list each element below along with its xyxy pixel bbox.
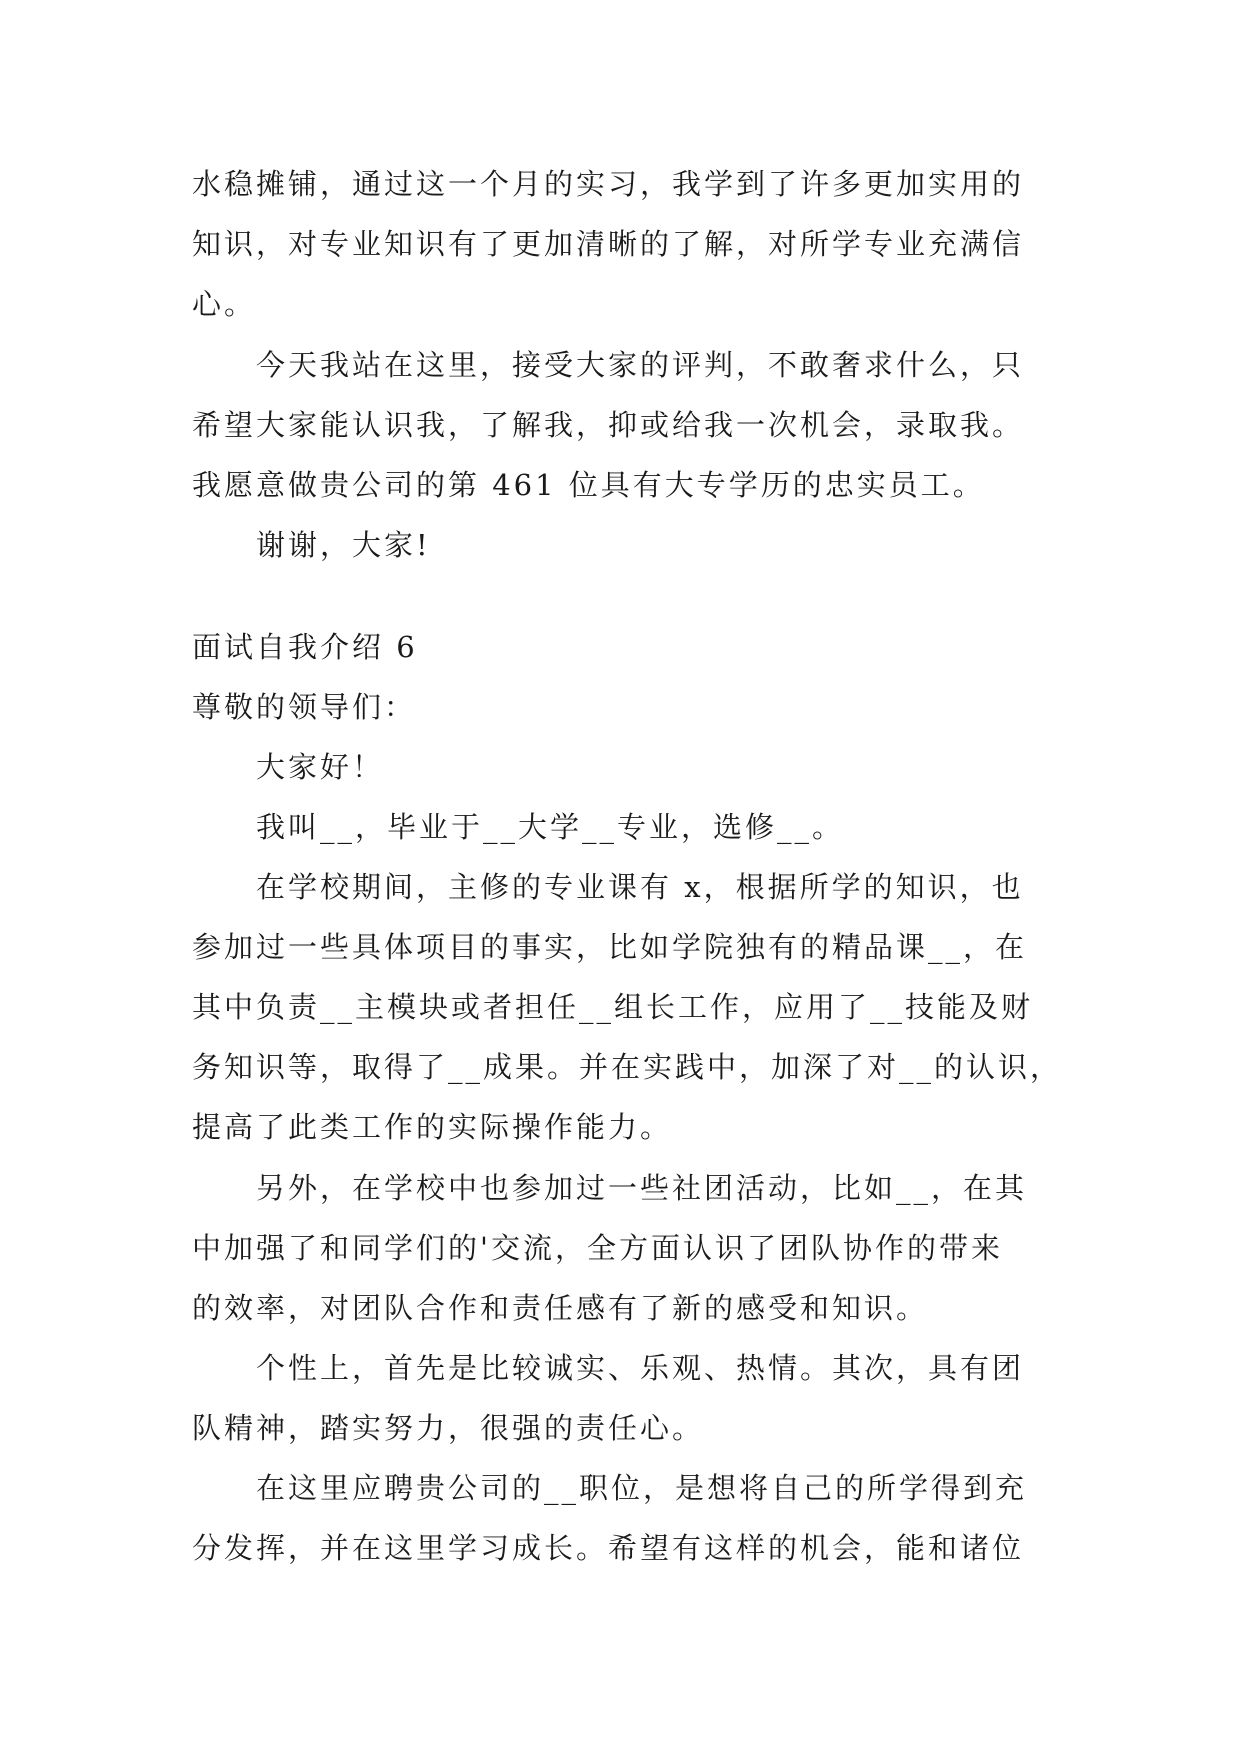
paragraph-line: 分发挥，并在这里学习成长。希望有这样的机会，能和诸位 <box>192 1531 1025 1565</box>
paragraph-line: 心。 <box>192 287 257 321</box>
greeting-line: 大家好！ <box>256 750 385 784</box>
paragraph-line: 其中负责__主模块或者担任__组长工作，应用了__技能及财 <box>192 990 1034 1024</box>
paragraph-line: 提高了此类工作的实际操作能力。 <box>192 1110 673 1144</box>
paragraph-line: 队精神，踏实努力，很强的责任心。 <box>192 1411 705 1445</box>
paragraph-line: 水稳摊铺，通过这一个月的实习，我学到了许多更加实用的 <box>192 167 1025 201</box>
section-heading: 面试自我介绍 6 <box>192 630 418 664</box>
paragraph-line: 另外，在学校中也参加过一些社团活动，比如__，在其 <box>256 1171 1028 1205</box>
paragraph-line: 今天我站在这里，接受大家的评判，不敢奢求什么，只 <box>256 348 1025 382</box>
paragraph-line: 希望大家能认识我，了解我，抑或给我一次机会，录取我。 <box>192 408 1025 442</box>
paragraph-line: 的效率，对团队合作和责任感有了新的感受和知识。 <box>192 1291 929 1325</box>
paragraph-line: 知识，对专业知识有了更加清晰的了解，对所学专业充满信 <box>192 227 1025 261</box>
paragraph-line: 谢谢，大家! <box>256 528 431 562</box>
paragraph-line: 个性上，首先是比较诚实、乐观、热情。其次，具有团 <box>256 1351 1025 1385</box>
paragraph-line: 在学校期间，主修的专业课有 x，根据所学的知识，也 <box>256 870 1024 904</box>
paragraph-line: 中加强了和同学们的'交流，全方面认识了团队协作的带来 <box>192 1231 1003 1265</box>
paragraph-line: 参加过一些具体项目的事实，比如学院独有的精品课__，在 <box>192 930 1028 964</box>
paragraph-line: 我愿意做贵公司的第 461 位具有大专学历的忠实员工。 <box>192 468 985 502</box>
salutation: 尊敬的领导们： <box>192 690 417 724</box>
paragraph-line: 我叫__，毕业于__大学__专业，选修__。 <box>256 810 845 844</box>
paragraph-line: 在这里应聘贵公司的__职位，是想将自己的所学得到充 <box>256 1471 1028 1505</box>
paragraph-line: 务知识等，取得了__成果。并在实践中，加深了对__的认识， <box>192 1050 1063 1084</box>
